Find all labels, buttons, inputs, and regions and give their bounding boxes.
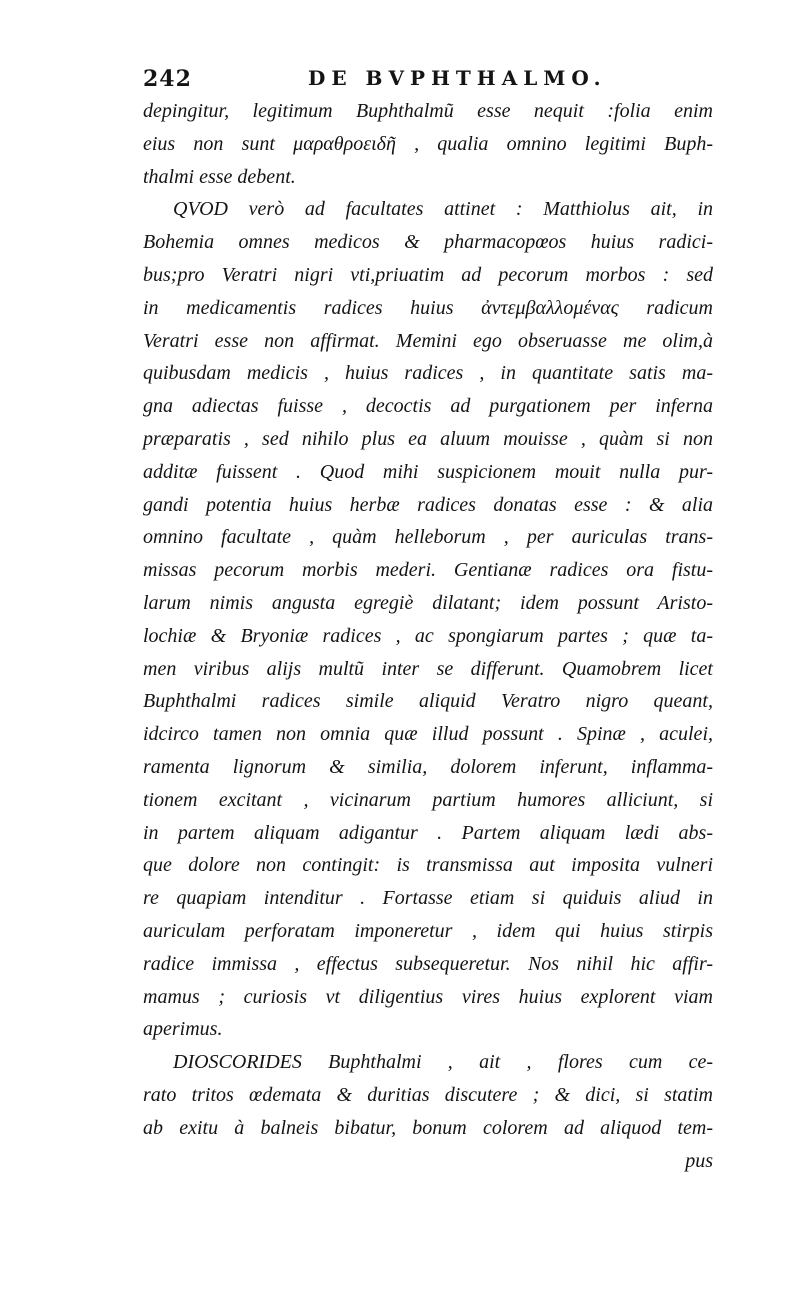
text-line: in partem aliquam adigantur . Partem aliquam lædi abs- — [143, 821, 713, 844]
text-line: rato tritos œdemata & duritias discutere ; & dici, si statim — [143, 1083, 713, 1106]
text-line: ramenta lignorum & similia, dolorem inferunt, inflamma- — [143, 755, 713, 778]
text-line: re quapiam intenditur . Fortasse etiam si quiduis aliud in — [143, 887, 713, 910]
text-line: larum nimis angusta egregiè dilatant; idem possunt Aristo- — [143, 591, 713, 614]
text-line: ab exitu à balneis bibatur, bonum colorem ad aliquod tem- — [143, 1116, 713, 1139]
text-line: mamus ; curiosis vt diligentius vires huius explorent viam — [143, 985, 713, 1008]
text-line: radice immissa , effectus subsequeretur. Nos nihil hic affir- — [143, 952, 713, 975]
page-number: 242 — [143, 66, 192, 92]
text-line: idcirco tamen non omnia quæ illud possunt . Spinæ , aculei, — [143, 723, 713, 746]
text-line: Buphthalmi radices simile aliquid Veratro nigro queant, — [143, 690, 713, 713]
text-line: tionem excitant , vicinarum partium humores alliciunt, si — [143, 788, 713, 811]
text-line: quibusdam medicis , huius radices , in quantitate satis ma- — [143, 362, 713, 385]
text-line: DIOSCORIDES Buphthalmi , ait , flores cum ce- — [173, 1051, 713, 1074]
text-line: omnino facultate , quàm helleborum , per auriculas trans- — [143, 526, 713, 549]
text-line: gandi potentia huius herbæ radices donatas esse : & alia — [143, 493, 713, 516]
running-head — [143, 66, 713, 96]
text-line: lochiæ & Bryoniæ radices , ac spongiarum partes ; quæ ta- — [143, 624, 713, 647]
text-line: missas pecorum morbis mederi. Gentianæ radices ora fistu- — [143, 559, 713, 582]
text-line: eius non sunt μαραθροειδῆ , qualia omnino legitimi Buph- — [143, 132, 713, 155]
body-text — [143, 95, 713, 1177]
text-line: auriculam perforatam imponeretur , idem qui huius stirpis — [143, 919, 713, 942]
running-title: DE BVPHTHALMO. — [308, 66, 607, 90]
text-line: gna adiectas fuisse , decoctis ad purgationem per inferna — [143, 395, 713, 418]
text-line: additæ fuissent . Quod mihi suspicionem mouit nulla pur- — [143, 460, 713, 483]
text-line: in medicamentis radices huius ἀντεμβαλλομένας radicum — [143, 296, 713, 319]
text-line: depingitur, legitimum Buphthalmũ esse nequit :folia enim — [143, 100, 713, 122]
text-line: Veratri esse non affirmat. Memini ego obseruasse me olim,à — [143, 329, 713, 352]
catchword: pus — [685, 1149, 713, 1172]
text-line: præparatis , sed nihilo plus ea aluum mouisse , quàm si non — [143, 427, 713, 450]
text-line: que dolore non contingit: is transmissa aut imposita vulneri — [143, 854, 713, 877]
text-line: bus;pro Veratri nigri vti,priuatim ad pecorum morbos : sed — [143, 263, 713, 286]
text-line: aperimus. — [143, 1018, 223, 1041]
text-line: Bohemia omnes medicos & pharmacopœos huius radici- — [143, 231, 713, 254]
text-line: QVOD verò ad facultates attinet : Matthiolus ait, in — [173, 198, 713, 221]
text-line: thalmi esse debent. — [143, 165, 296, 188]
text-line: men viribus alijs multũ inter se differunt. Quamobrem licet — [143, 657, 713, 680]
